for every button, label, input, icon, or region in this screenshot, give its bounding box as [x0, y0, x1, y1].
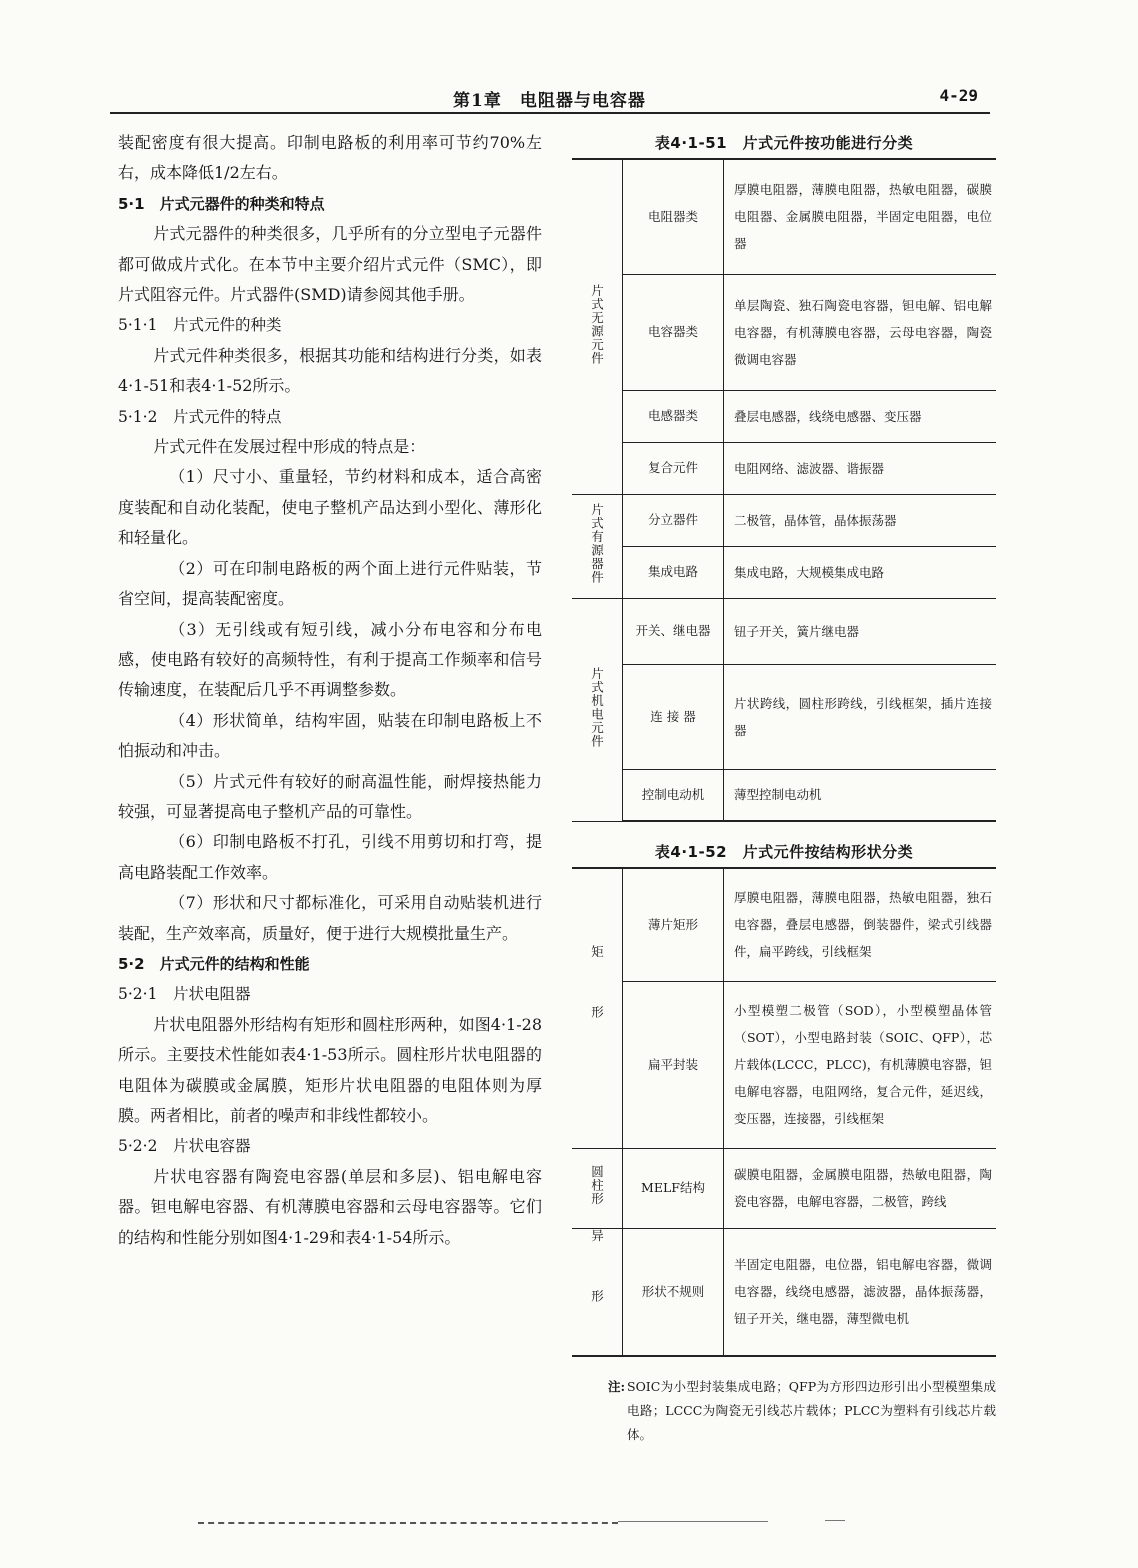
- scan-artifact-line: [198, 1522, 618, 1524]
- subsection-heading: 5·1·2 片式元件的特点: [118, 407, 282, 426]
- type-cell: 控制电动机: [623, 769, 724, 821]
- description-cell: 电阻网络、滤波器、谐振器: [724, 442, 997, 494]
- type-cell: MELF结构: [623, 1148, 724, 1228]
- table2: [572, 867, 996, 1357]
- header-rule: [110, 112, 990, 114]
- subsection-heading: 5·2·1 片状电阻器: [118, 985, 251, 1004]
- description-cell: 半固定电阻器，电位器，铝电解电容器，微调电容器，线绕电感器，滤波器，晶体振荡器，钮子开关，继电器，薄型微电机: [724, 1228, 997, 1356]
- description-cell: 单层陶瓷、独石陶瓷电容器，钽电解、铝电解电容器，有机薄膜电容器，云母电容器，陶瓷微调电容器: [724, 274, 997, 390]
- description-cell: 二极管，晶体管，晶体振荡器: [724, 494, 997, 546]
- type-cell: 薄片矩形: [623, 868, 724, 981]
- group-label-cell: [572, 1228, 623, 1356]
- list-item: （1）尺寸小、重量轻，节约材料和成本，适合高密度装配和自动化装配，使电子整机产品达到小型化、薄形化和轻量化。: [118, 467, 542, 548]
- type-cell: 集成电路: [623, 546, 724, 598]
- description-cell: 小型模塑二极管（SOD），小型模塑晶体管（SOT），小型电路封装（SOIC、QFP），芯片载体(LCCC，PLCC)，有机薄膜电容器，钽电解电容器，电阻网络，复合元件，延迟线，变压器，连接器，引线框架: [724, 981, 997, 1148]
- type-cell: 电感器类: [623, 390, 724, 442]
- right-column: [572, 128, 996, 1447]
- list-item: （7）形状和尺寸都标准化，可采用自动贴装机进行装配，生产效率高，质量好，便于进行大规模批量生产。: [118, 893, 542, 943]
- table-row: [572, 159, 996, 274]
- page-number: 4-29: [939, 86, 978, 105]
- table-row: [572, 981, 996, 1148]
- group-label-cell: [572, 159, 623, 494]
- type-cell: 分立器件: [623, 494, 724, 546]
- chapter-title: 第1章 电阻器与电容器: [453, 91, 646, 111]
- note-text: SOIC为小型封装集成电路；QFP为方形四边形引出小型模塑集成电路；LCCC为陶瓷无引线芯片载体；PLCC为塑料有引线芯片载体。: [627, 1378, 996, 1442]
- group-label: 片式无源元件: [589, 283, 605, 365]
- list-item: （2）可在印制电路板的两个面上进行元件贴装，节省空间，提高装配密度。: [118, 558, 542, 609]
- type-cell: 连 接 器: [623, 664, 724, 769]
- group-label: 异形: [589, 1228, 605, 1350]
- group-label: 矩形: [589, 945, 605, 1067]
- paragraph: 装配密度有很大提高。印制电路板的利用率可节约70%左右，成本降低1/2左右。: [118, 133, 542, 183]
- group-label-cell: [572, 494, 623, 598]
- type-cell: 开关、继电器: [623, 598, 724, 664]
- description-cell: 片状跨线，圆柱形跨线，引线框架，插片连接器: [724, 664, 997, 769]
- note-label: 注:: [608, 1378, 626, 1394]
- type-cell: 扁平封装: [623, 981, 724, 1148]
- section-heading: 5·1 片式元器件的种类和特点: [118, 194, 325, 213]
- description-cell: 厚膜电阻器，薄膜电阻器，热敏电阻器，独石电容器，叠层电感器，倒装器件，梁式引线器件，扁平跨线，引线框架: [724, 868, 997, 981]
- section-heading: 5·2 片式元件的结构和性能: [118, 954, 310, 973]
- list-item: （4）形状简单，结构牢固，贴装在印制电路板上不怕振动和冲击。: [118, 710, 542, 761]
- description-cell: 薄型控制电动机: [724, 769, 997, 821]
- group-label: 片式机电元件: [589, 666, 605, 748]
- table-row: [572, 1148, 996, 1228]
- table-row: [572, 442, 996, 494]
- type-cell: 复合元件: [623, 442, 724, 494]
- paragraph: 片状电容器有陶瓷电容器(单层和多层)、铝电解电容器。钽电解电容器、有机薄膜电容器和云母电容器等。它们的结构和性能分别如图4·1-29和表4·1-54所示。: [118, 1166, 542, 1247]
- type-cell: 电容器类: [623, 274, 724, 390]
- description-cell: 叠层电感器，线绕电感器、变压器: [724, 390, 997, 442]
- group-label: 圆柱形: [589, 1165, 605, 1206]
- table2-caption: 表4·1-52 片式元件按结构形状分类: [654, 843, 914, 861]
- group-label-cell: [572, 1148, 623, 1228]
- paragraph: 片状电阻器外形结构有矩形和圆柱形两种，如图4·1-28所示。主要技术性能如表4·1-53所示。圆柱形片状电阻器的电阻体为碳膜或金属膜，矩形片状电阻器的电阻体则为厚膜。两者相比，前者的噪声和非线性都较小。: [118, 1014, 542, 1125]
- paragraph: 片式元器件的种类很多，几乎所有的分立型电子元器件都可做成片式化。在本节中主要介绍片式元件（SMC），即片式阻容元件。片式器件(SMD)请参阅其他手册。: [118, 224, 542, 305]
- description-cell: 集成电路，大规模集成电路: [724, 546, 997, 598]
- description-cell: 碳膜电阻器，金属膜电阻器，热敏电阻器，陶瓷电容器，电解电容器，二极管，跨线: [724, 1148, 997, 1228]
- group-label-cell: [572, 868, 623, 1148]
- paragraph: 片式元件在发展过程中形成的特点是：: [153, 437, 426, 457]
- subsection-heading: 5·1·1 片式元件的种类: [118, 316, 282, 335]
- subsection-heading: 5·2·2 片状电容器: [118, 1137, 251, 1156]
- table2-note: [572, 1375, 996, 1447]
- table-row: [572, 390, 996, 442]
- table-row: [572, 546, 996, 598]
- page-header: [110, 86, 990, 116]
- group-label: 片式有源器件: [589, 503, 605, 584]
- scan-artifact-line: [825, 1520, 845, 1521]
- table-row: [572, 769, 996, 821]
- description-cell: 钮子开关，簧片继电器: [724, 598, 997, 664]
- table-row: [572, 494, 996, 546]
- table1-caption: 表4·1-51 片式元件按功能进行分类: [654, 134, 914, 152]
- list-item: （3）无引线或有短引线，减小分布电容和分布电感，使电路有较好的高频特性，有利于提高工作频率和信号传输速度，在装配后几乎不再调整参数。: [118, 619, 542, 700]
- left-column: [118, 128, 542, 1253]
- description-cell: 厚膜电阻器，薄膜电阻器，热敏电阻器，碳膜电阻器、金属膜电阻器，半固定电阻器，电位器: [724, 159, 997, 274]
- table-row: [572, 598, 996, 664]
- table1: [572, 158, 996, 822]
- table-row: [572, 868, 996, 981]
- group-label-cell: [572, 598, 623, 821]
- list-item: （6）印制电路板不打孔，引线不用剪切和打弯，提高电路装配工作效率。: [118, 832, 542, 882]
- scan-artifact-line: [618, 1521, 768, 1522]
- type-cell: 电阻器类: [623, 159, 724, 274]
- type-cell: 形状不规则: [623, 1228, 724, 1356]
- list-item: （5）片式元件有较好的耐高温性能，耐焊接热能力较强，可显著提高电子整机产品的可靠性。: [118, 771, 542, 821]
- table-row: [572, 664, 996, 769]
- paragraph: 片式元件种类很多，根据其功能和结构进行分类，如表4·1-51和表4·1-52所示。: [118, 345, 542, 396]
- table-row: [572, 1228, 996, 1356]
- table-row: [572, 274, 996, 390]
